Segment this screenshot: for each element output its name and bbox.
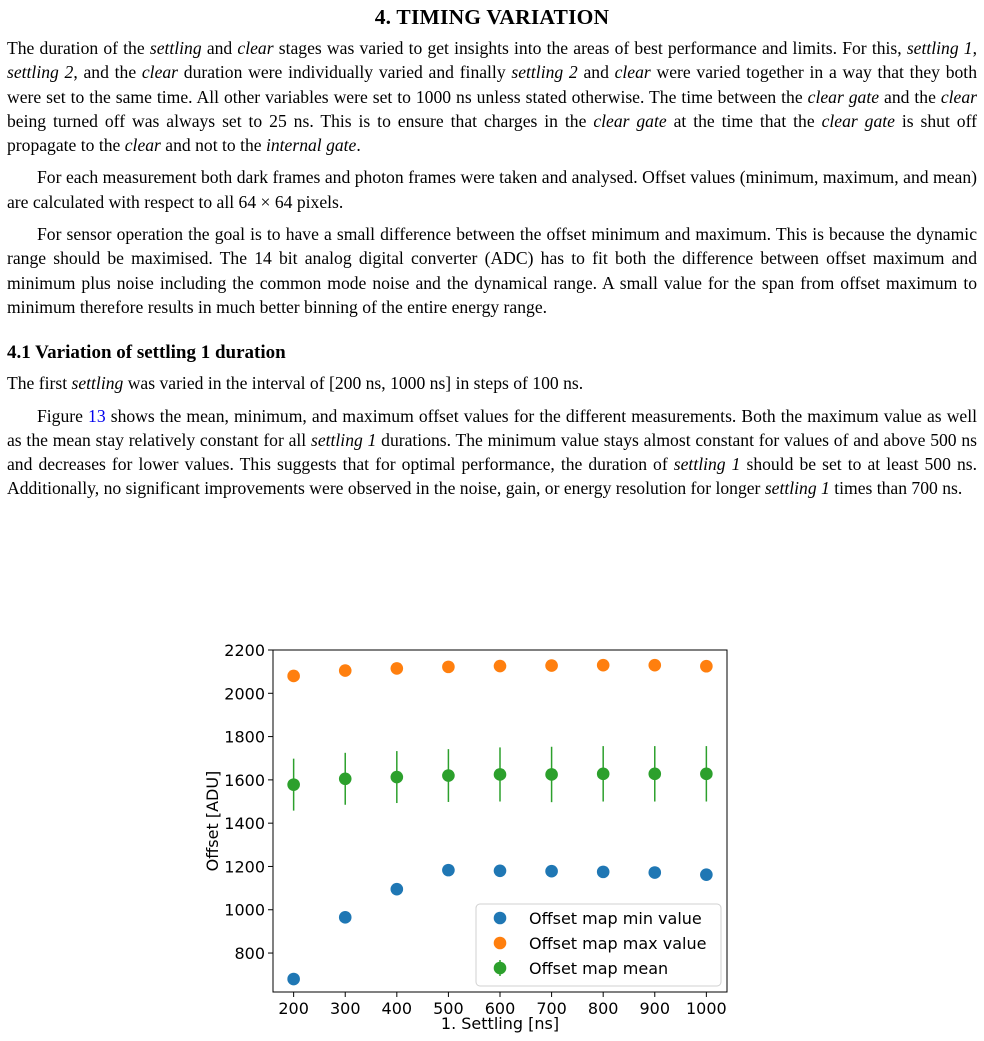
figure-13 [196, 636, 736, 1036]
data-point-series-1 [494, 660, 507, 673]
text-run: shows the mean, minimum, and maximum offset values for the different measurements. Both the maximum value as well as the mean stay relatively constant for all [7, 405, 977, 450]
section-title: 4. TIMING VARIATION [374, 5, 610, 29]
x-axis-label: 1. Settling [ns] [440, 1014, 560, 1033]
italic-term: settling 1 [673, 454, 741, 475]
data-point-series-1 [700, 660, 713, 673]
data-point-series-0 [391, 883, 404, 896]
data-point-series-1 [391, 662, 404, 675]
x-tick-label: 800 [587, 999, 619, 1018]
text-run: was varied in the interval of [200 ns, 1000 ns] in steps of 100 ns. [123, 373, 584, 394]
y-tick-label: 2200 [224, 641, 265, 660]
legend-label: Offset map min value [529, 909, 702, 928]
italic-term: settling 1 [906, 38, 973, 58]
text-run: Figure [37, 405, 89, 426]
legend-label: Offset map mean [529, 959, 669, 978]
italic-term: settling 1 [764, 478, 830, 499]
text-run: The duration of the [7, 38, 150, 58]
y-tick-label: 1800 [224, 727, 265, 747]
y-tick-label: 1600 [224, 770, 265, 790]
y-tick-label: 1000 [224, 900, 265, 920]
text-run: The first [7, 373, 72, 394]
x-tick-label: 1000 [686, 999, 727, 1018]
paragraph-5 [7, 404, 977, 501]
y-tick-label: 2000 [224, 684, 265, 704]
data-point-series-2 [494, 768, 507, 781]
data-point-series-0 [597, 866, 610, 879]
text-run: should be set to at least 500 ns. Additionally, no significant improvements were observed in the noise, gain, or energy resolution for longer [7, 454, 977, 499]
data-point-series-0 [545, 865, 558, 878]
paragraph-3 [7, 222, 977, 319]
legend-label: Offset map max value [529, 934, 707, 953]
paper-page [7, 0, 977, 501]
x-tick-label: 500 [433, 999, 464, 1018]
data-point-series-1 [597, 659, 610, 672]
text-run: duration were individually varied and finally [178, 62, 512, 83]
data-point-series-0 [648, 866, 661, 879]
text-run: . [356, 135, 361, 156]
text-run: and not to the [160, 135, 266, 156]
text-run: , and the [73, 62, 142, 83]
x-tick-label: 700 [536, 999, 567, 1018]
italic-term: settling 2 [511, 62, 578, 83]
text-run: being turned off was always set to 25 ns. This is to ensure that charges in the [7, 110, 594, 131]
x-tick-label: 200 [278, 999, 309, 1018]
x-tick-label: 600 [484, 999, 516, 1018]
text-run: , [972, 38, 978, 58]
subsection-title: 4.1 Variation of settling 1 duration [7, 342, 286, 364]
text-run: For sensor operation the goal is to have a small difference between the offset minimum and maximum. This is because the dynamic range should be maximised. The 14 bit analog digital converter (ADC) has to fit both the difference between offset maximum and minimum plus noise including the common mode noise and the dynamical range. A small value for the span from offset maximum to minimum therefore results in much better binning of the entire energy range. [7, 224, 977, 317]
y-tick-label: 800 [234, 944, 265, 964]
italic-term: clear [940, 86, 977, 107]
data-point-series-1 [648, 659, 661, 672]
text-run: were varied together in a way that they both were set to the same time. All other variables were set to 1000 ns unless stated otherwise. The time between the [7, 62, 977, 107]
data-point-series-2 [700, 768, 713, 781]
italic-term: clear gate [821, 110, 895, 131]
italic-term: clear [237, 38, 274, 58]
x-tick-label: 400 [381, 999, 413, 1018]
text-run: and [577, 62, 615, 83]
data-point-series-2 [597, 768, 610, 781]
paragraph-4 [7, 371, 977, 395]
italic-term: clear [141, 62, 179, 83]
data-point-series-0 [339, 911, 352, 924]
legend-marker-2 [494, 962, 507, 975]
italic-term: settling [149, 38, 202, 58]
italic-term: settling 2 [7, 62, 74, 83]
data-point-series-2 [442, 769, 455, 782]
legend-marker-0 [494, 912, 507, 925]
figure-ref-link[interactable]: 13 [88, 405, 106, 426]
italic-term: clear gate [807, 86, 880, 107]
data-point-series-2 [648, 768, 661, 781]
data-point-series-2 [287, 778, 300, 791]
text-run: For each measurement both dark frames and photon frames were taken and analysed. Offset values (minimum, maximum, and mean) are calculated with respect to all 64 × 64 pixels. [7, 167, 977, 212]
text-run: and [201, 38, 238, 58]
paragraph-2 [7, 165, 977, 214]
legend-marker-1 [494, 937, 507, 950]
data-point-series-1 [545, 659, 558, 672]
data-point-series-2 [545, 768, 558, 781]
text-run: times than 700 ns. [829, 478, 963, 499]
data-point-series-0 [442, 864, 455, 877]
data-point-series-0 [700, 868, 713, 881]
offset-chart [196, 636, 736, 1036]
x-tick-label: 300 [329, 999, 361, 1018]
italic-term: clear gate [593, 110, 667, 131]
italic-term: internal gate [265, 135, 357, 156]
italic-term: settling [71, 373, 124, 394]
data-point-series-2 [391, 771, 404, 784]
data-point-series-1 [287, 670, 300, 683]
italic-term: clear [614, 62, 651, 83]
y-tick-label: 1400 [224, 814, 265, 834]
text-run: is shut off propagate to the [7, 110, 977, 156]
text-run: durations. The minimum value stays almost constant for values of and above 500 ns and decreases for lower values. This suggests that for optimal performance, the duration of [7, 429, 978, 475]
data-point-series-0 [494, 864, 507, 877]
data-point-series-2 [339, 772, 352, 785]
italic-term: clear [124, 135, 161, 156]
data-point-series-1 [339, 664, 352, 677]
y-axis-label: Offset [ADU] [203, 770, 222, 872]
paragraph-1 [7, 36, 977, 157]
data-point-series-0 [287, 973, 300, 986]
text-run: at the time that the [666, 110, 822, 131]
italic-term: settling 1 [310, 429, 377, 450]
text-run: and the [879, 86, 941, 107]
data-point-series-1 [442, 661, 455, 674]
x-tick-label: 900 [639, 999, 671, 1018]
y-tick-label: 1200 [224, 857, 265, 877]
text-run: stages was varied to get insights into the areas of best performance and limits. For this, [273, 38, 907, 58]
